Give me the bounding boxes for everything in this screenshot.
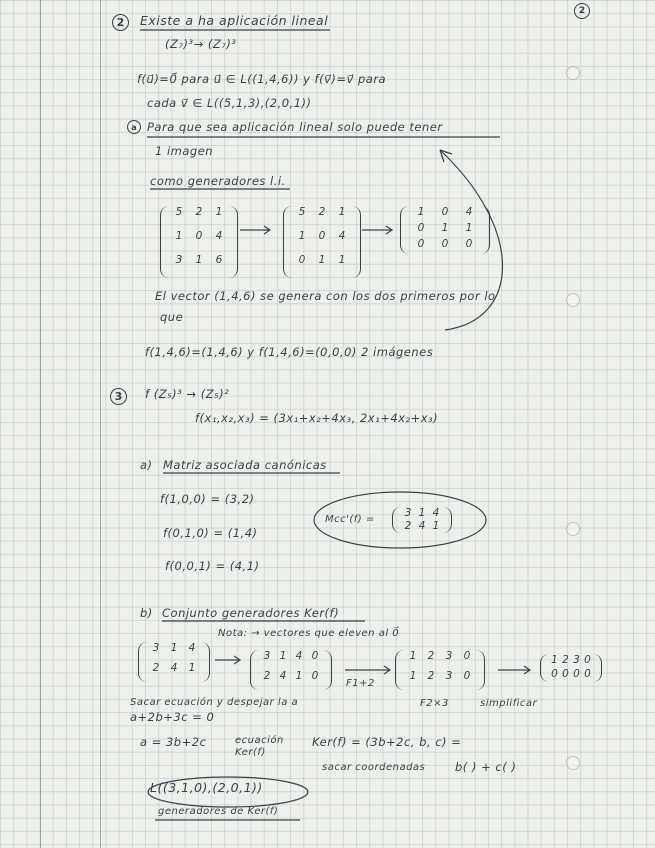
matrix-cell: 1 [318, 254, 326, 266]
matrix-cell: 4 [188, 642, 196, 654]
ex3-b-2: a+2b+3c = 0 [130, 710, 215, 724]
ex3-b-1: Sacar ecuación y despejar la a [130, 697, 299, 708]
matrix-cell: 0 [417, 238, 425, 250]
nota: Nota: → vectores que eleven al 0⃗ [218, 628, 400, 639]
matrix-cell: 1 [465, 222, 473, 234]
ex3-line-2: f(x₁,x₂,x₃) = (3x₁+x₂+4x₃, 2x₁+4x₂+x₃) [195, 411, 439, 425]
ker-generators: L((3,1,0),(2,0,1)) [150, 780, 263, 795]
matrix-cell: 1 [170, 642, 178, 654]
matrix-cell: 1 [298, 230, 306, 242]
ex3-a-3: f(0,0,1) = (4,1) [165, 559, 260, 573]
matrix-cell: 3 [445, 650, 453, 662]
curved-arrow [440, 150, 503, 330]
matrix-cell: 1 [417, 206, 425, 218]
sub-a-label: a) [140, 458, 153, 472]
ex2-line-4: cada v⃗ ∈ L((5,1,3),(2,0,1)) [147, 96, 312, 110]
matrix-cell: 0 [463, 650, 471, 662]
sub-label: a [127, 120, 141, 134]
matrix-cell: 0 [551, 668, 558, 680]
matrix-cell: 4 [295, 650, 303, 662]
ex3-a-1: f(1,0,0) = (3,2) [160, 492, 255, 506]
matrix-cell: 0 [441, 238, 449, 250]
simplificar-note: simplificar [480, 698, 538, 709]
ex2-line-3: f(u⃗)=0⃗ para u⃗ ∈ L((1,4,6)) y f(v⃗)=v⃗ para [137, 72, 387, 86]
matrix-cell: 1 [409, 670, 417, 682]
ex2-line-2: (Z₇)³→ (Z₇)³ [165, 37, 237, 51]
matrix-cell: 4 [465, 206, 473, 218]
ex2-line-8: El vector (1,4,6) se genera con los dos primeros por lo [155, 289, 496, 303]
matrix-cell: 0 [573, 668, 580, 680]
arrow [362, 226, 392, 234]
ex2-line-9: que [160, 310, 184, 324]
row-op-2: F2×3 [420, 698, 449, 709]
matrix-cell: 6 [215, 254, 223, 266]
ex3-b-3-note: ecuación Ker(f) [235, 735, 284, 758]
matrix-cell: 2 [404, 520, 412, 532]
row-op-1: F1+2 [346, 678, 375, 689]
matrix-cell: 3 [404, 507, 412, 519]
matrix-cell: 1 [441, 222, 449, 234]
matrix-cell: 1 [295, 670, 303, 682]
matrix-cell: 0 [562, 668, 569, 680]
sub-b-title: Conjunto generadores Ker(f) [162, 606, 340, 620]
matrix-cell: 0 [417, 222, 425, 234]
matrix-cell: 5 [175, 206, 183, 218]
matrix-cell: 4 [170, 662, 178, 674]
matrix-cell: 2 [152, 662, 160, 674]
matrix-cell: 0 [463, 670, 471, 682]
mcc-ellipse [314, 492, 486, 548]
matrix-cell: 1 [551, 654, 558, 666]
exercise-number: 3 [110, 388, 127, 405]
ex3-line-1: f (Z₅)³ → (Z₅)² [145, 387, 230, 401]
sub-b-label: b) [140, 606, 153, 620]
matrix-cell: 2 [195, 206, 203, 218]
matrix-cell: 2 [427, 670, 435, 682]
matrix-cell: 1 [338, 254, 346, 266]
ex3-b-4: Ker(f) = (3b+2c, b, c) = [312, 735, 462, 749]
matrix-cell: 0 [584, 654, 591, 666]
matrix-cell: 0 [465, 238, 473, 250]
ex2-line-7: como generadores l.i. [150, 174, 286, 188]
matrix-cell: 1 [409, 650, 417, 662]
matrix-cell: 4 [338, 230, 346, 242]
matrix-cell: 0 [298, 254, 306, 266]
matrix-cell: 3 [263, 650, 271, 662]
matrix-cell: 0 [311, 670, 319, 682]
ex2-line-1: Existe a ha aplicación lineal [140, 13, 329, 28]
matrix-cell: 1 [215, 206, 223, 218]
ex3-a-2: f(0,1,0) = (1,4) [163, 526, 258, 540]
matrix-cell: 1 [188, 662, 196, 674]
matrix-cell: 0 [195, 230, 203, 242]
matrix-cell: 1 [195, 254, 203, 266]
ex3-b-3: a = 3b+2c [140, 735, 207, 749]
ker-generators-label: generadores de Ker(f) [158, 806, 279, 817]
matrix-cell: 4 [418, 520, 426, 532]
matrix-cell: 1 [418, 507, 426, 519]
matrix-cell: 1 [279, 650, 287, 662]
matrix-cell: 5 [298, 206, 306, 218]
gen-ellipse [148, 777, 308, 807]
ex3-b-6: b( ) + c( ) [455, 760, 517, 774]
matrix-cell: 1 [338, 206, 346, 218]
matrix-cell: 3 [445, 670, 453, 682]
matrix-cell: 2 [263, 670, 271, 682]
matrix-cell: 4 [432, 507, 440, 519]
ex2-line-5: Para que sea aplicación lineal solo puede tener [147, 120, 443, 134]
matrix-cell: 4 [279, 670, 287, 682]
matrix-cell: 1 [175, 230, 183, 242]
matrix-cell: 0 [584, 668, 591, 680]
page-number: 2 [574, 3, 590, 19]
ex2-line-6: 1 imagen [155, 144, 214, 158]
matrix-cell: 2 [318, 206, 326, 218]
matrix-cell: 0 [441, 206, 449, 218]
matrix-cell: 4 [215, 230, 223, 242]
arrow [240, 226, 270, 234]
matrix-cell: 3 [152, 642, 160, 654]
matrix-cell: 3 [175, 254, 183, 266]
exercise-number: 2 [112, 14, 129, 31]
matrix-cell: 2 [562, 654, 569, 666]
matrix-cell: 1 [432, 520, 440, 532]
ex3-b-5: sacar coordenadas [322, 762, 426, 773]
ex2-line-10: f(1,4,6)=(1,4,6) y f(1,4,6)=(0,0,0) 2 imágenes [145, 345, 434, 359]
sub-a-title: Matriz asociada canónicas [163, 458, 327, 472]
mcc-label: Mcc'(f) = [325, 514, 375, 525]
matrix-cell: 2 [427, 650, 435, 662]
matrix-cell: 0 [311, 650, 319, 662]
matrix-cell: 0 [318, 230, 326, 242]
matrix-cell: 3 [573, 654, 580, 666]
